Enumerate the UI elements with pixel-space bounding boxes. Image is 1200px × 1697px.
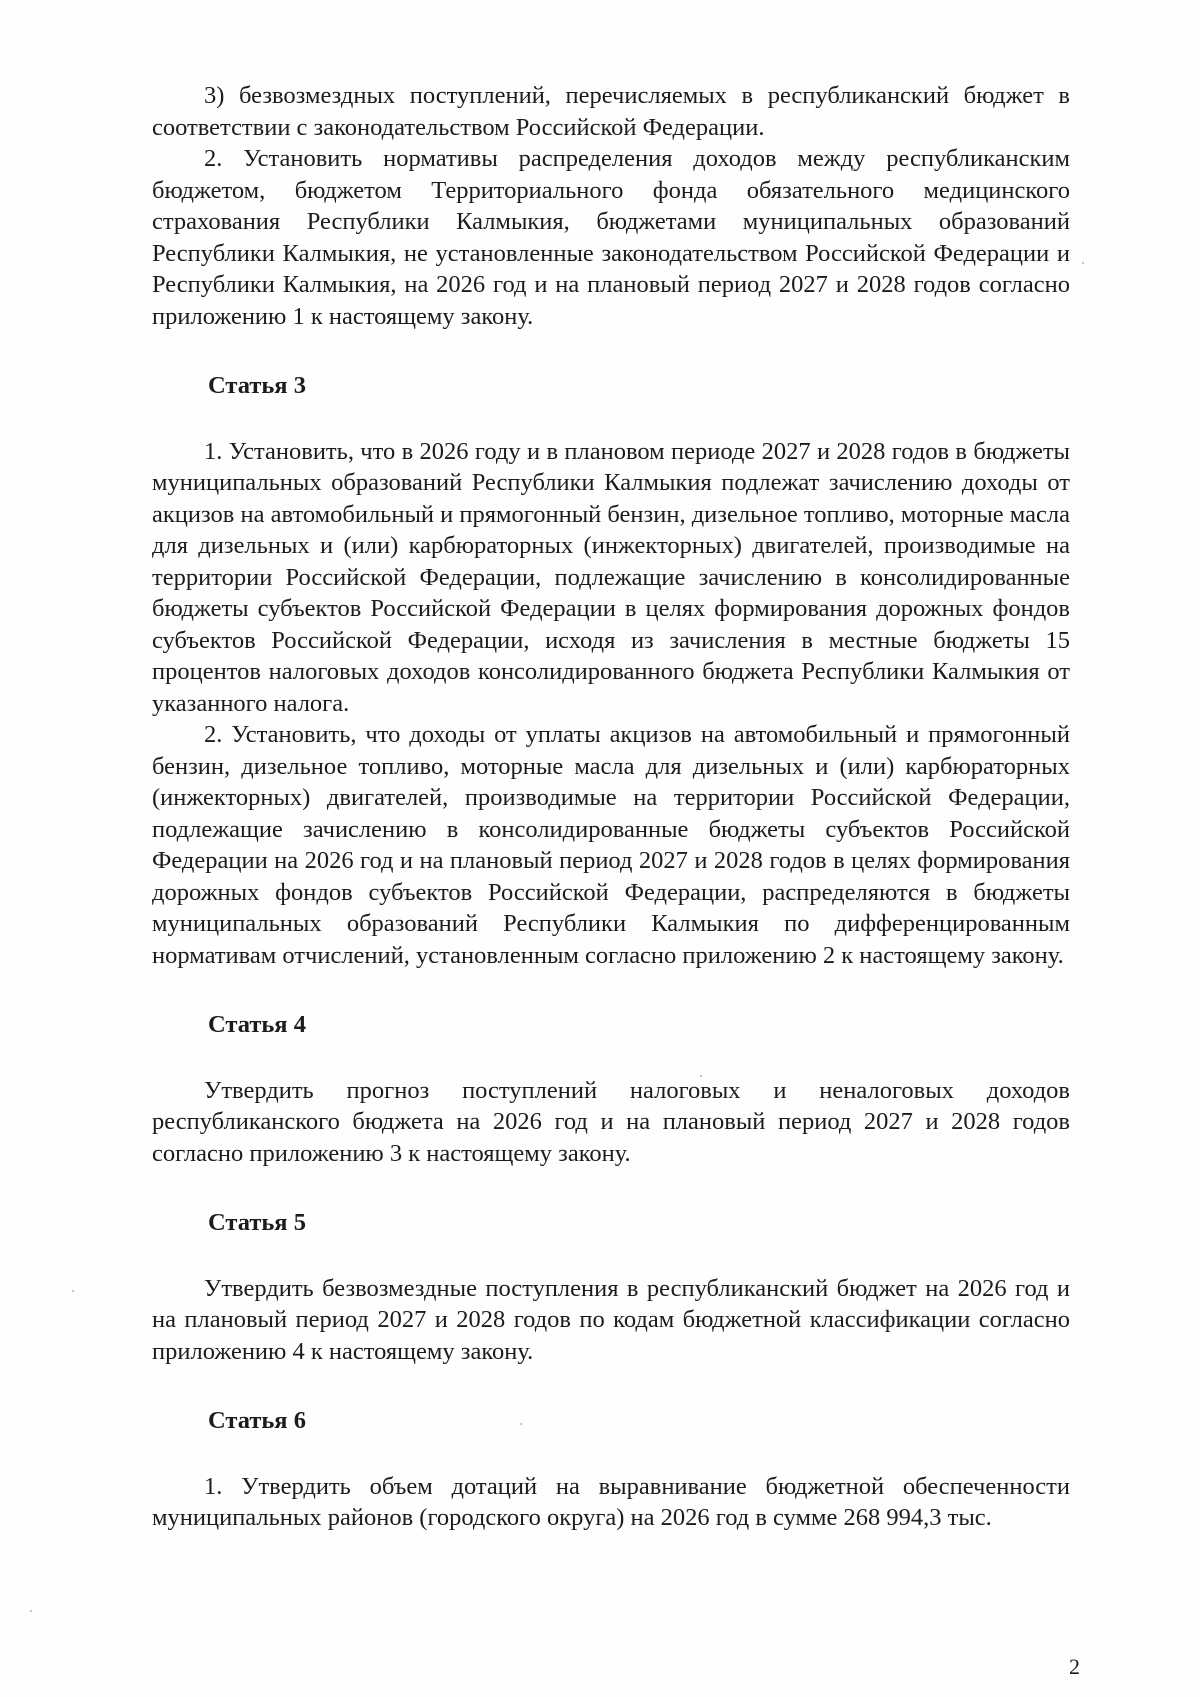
spacer <box>152 1239 1070 1273</box>
spacer <box>152 971 1070 1009</box>
scan-speck <box>520 1423 522 1425</box>
scan-speck <box>1082 262 1084 264</box>
article-3-heading: Статья 3 <box>208 372 306 399</box>
paragraph-item-3: 3) безвозмездных поступлений, перечисляемых в республиканский бюджет в соответствии с законодательством Российской Федерации. <box>152 82 1070 141</box>
scan-speck <box>30 1610 32 1612</box>
spacer <box>152 332 1070 370</box>
page-number: 2 <box>1069 1654 1080 1679</box>
scan-speck <box>700 1075 702 1077</box>
article-5-heading: Статья 5 <box>208 1209 306 1236</box>
article-6-heading: Статья 6 <box>208 1407 306 1434</box>
scan-speck <box>72 1290 74 1292</box>
article-3-paragraph-1: 1. Установить, что в 2026 году и в плановом периоде 2027 и 2028 годов в бюджеты муниципальных образований Республики Калмыкия подлежат зачислению доходы от акцизов на автомобильный и прямогонный бензин, дизельное топливо, моторные масла для дизельных и (или) карбюраторных (инжекторных) двигателей, производимые на территории Российской Федерации, подлежащие зачислению в консолидированные бюджеты субъектов Российской Федерации в целях формирования дорожных фондов субъектов Российской Федерации, исходя из зачисления в местные бюджеты 15 процентов налоговых доходов консолидированного бюджета Республики Калмыкия от указанного налога. <box>152 437 1070 717</box>
spacer <box>152 1437 1070 1471</box>
spacer <box>152 1367 1070 1405</box>
article-4-heading: Статья 4 <box>208 1011 306 1038</box>
document-body <box>152 80 1070 1534</box>
paragraph-article-2-item-2: 2. Установить нормативы распределения доходов между республиканским бюджетом, бюджетом Территориального фонда обязательного медицинского страхования Республики Калмыкия, бюджетами муниципальных образований Республики Калмыкия, не установленные законодательством Российской Федерации и Республики Калмыкия, на 2026 год и на плановый период 2027 и 2028 годов согласно приложению 1 к настоящему закону. <box>152 145 1070 330</box>
article-5-paragraph-1: Утвердить безвозмездные поступления в республиканский бюджет на 2026 год и на плановый период 2027 и 2028 годов по кодам бюджетной классификации согласно приложению 4 к настоящему закону. <box>152 1274 1070 1365</box>
article-4-paragraph-1: Утвердить прогноз поступлений налоговых и неналоговых доходов республиканского бюджета на 2026 год и на плановый период 2027 и 2028 годов согласно приложению 3 к настоящему закону. <box>152 1076 1070 1167</box>
article-3-paragraph-2: 2. Установить, что доходы от уплаты акцизов на автомобильный и прямогонный бензин, дизельное топливо, моторные масла для дизельных и (или) карбюраторных (инжекторных) двигателей, производимые на территории Российской Федерации, подлежащие зачислению в консолидированные бюджеты субъектов Российской Федерации на 2026 год и на плановый период 2027 и 2028 годов в целях формирования дорожных фондов субъектов Российской Федерации, распределяются в бюджеты муниципальных образований Республики Калмыкия по дифференцированным нормативам отчислений, установленным согласно приложению 2 к настоящему закону. <box>152 721 1070 969</box>
article-6-paragraph-1: 1. Утвердить объем дотаций на выравнивание бюджетной обеспеченности муниципальных районов (городского округа) на 2026 год в сумме 268 994,3 тыс. <box>152 1472 1070 1531</box>
spacer <box>152 1041 1070 1075</box>
spacer <box>152 402 1070 436</box>
spacer <box>152 1169 1070 1207</box>
